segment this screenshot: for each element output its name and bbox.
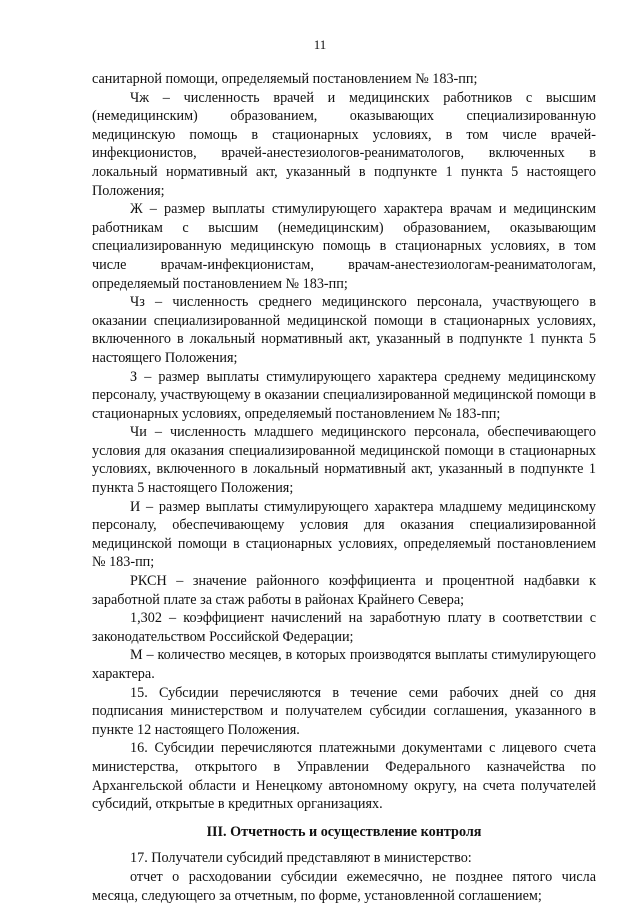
- paragraph-z-definition: З – размер выплаты стимулирующего характера среднему медицинскому персоналу, участвующему в оказании специализированной медицинской помощи в стационарных условиях, определяемый постановлением № 183-пп;: [92, 368, 596, 422]
- paragraph-clause-15: 15. Субсидии перечисляются в течение семи рабочих дней со дня подписания министерством и получателем субсидии соглашения, указанного в пункте 12 настоящего Положения.: [92, 684, 596, 738]
- paragraph-report-requirement: отчет о расходовании субсидии ежемесячно, не позднее пятого числа месяца, следующего за отчетным, по форме, установленной соглашением;: [92, 868, 596, 904]
- paragraph-clause-17: 17. Получатели субсидий представляют в министерство:: [130, 850, 472, 867]
- document-body: [92, 70, 596, 905]
- paragraph-chi-definition: Чи – численность младшего медицинского персонала, обеспечивающего условия для оказания специализированной медицинской помощи в стационарных условиях, включенного в локальный нормативный акт, указанный в подпункте 1 пункта 5 настоящего Положения;: [92, 424, 596, 497]
- paragraph-coefficient-definition: 1,302 – коэффициент начислений на заработную плату в соответствии с законодательством Российской Федерации;: [92, 610, 596, 645]
- section-heading: III. Отчетность и осуществление контроля: [206, 823, 482, 840]
- paragraph-zh-definition: Ж – размер выплаты стимулирующего характера врачам и медицинским работникам с высшим (немедицинским) образованием, оказывающим специализированную медицинскую помощь в стационарных условиях, в том числе врачам-инфекционистам, врачам-анестезиологам-реаниматологам, определяемый постановлением № 183-пп;: [92, 201, 596, 292]
- paragraph-i-definition: И – размер выплаты стимулирующего характера младшему медицинскому персоналу, обеспечивающему условия для оказания специализированной медицинской помощи в стационарных условиях, определяемый постановлением № 183-пп;: [92, 498, 596, 571]
- paragraph-chzh-definition: Чж – численность врачей и медицинских работников с высшим (немедицинским) образованием, оказывающих специализированную медицинскую помощь в стационарных условиях, в том числе врачей-инфекционистов, врачей-анестезиологов-реаниматологов, включенных в локальный нормативный акт, указанный в подпункте 1 пункта 5 настоящего Положения;: [92, 89, 596, 199]
- paragraph-clause-16: 16. Субсидии перечисляются платежными документами с лицевого счета министерства, открытого в Управлении Федерального казначейства по Архангельской области и Ненецкому автономному округу, на счета получателей субсидий, открытые в кредитных организациях.: [92, 740, 596, 813]
- page-number: 11: [313, 37, 327, 52]
- paragraph-continuation: санитарной помощи, определяемый постановлением № 183-пп;: [92, 71, 478, 87]
- paragraph-m-definition: М – количество месяцев, в которых производятся выплаты стимулирующего характера.: [92, 647, 596, 682]
- paragraph-chz-definition: Чз – численность среднего медицинского персонала, участвующего в оказании специализированной медицинской помощи в стационарных условиях, включенного в локальный нормативный акт, указанный в подпункте 1 пункта 5 настоящего Положения;: [92, 294, 596, 366]
- paragraph-rksn-definition: РКСН – значение районного коэффициента и процентной надбавки к заработной плате за стаж работы в районах Крайнего Севера;: [92, 573, 596, 608]
